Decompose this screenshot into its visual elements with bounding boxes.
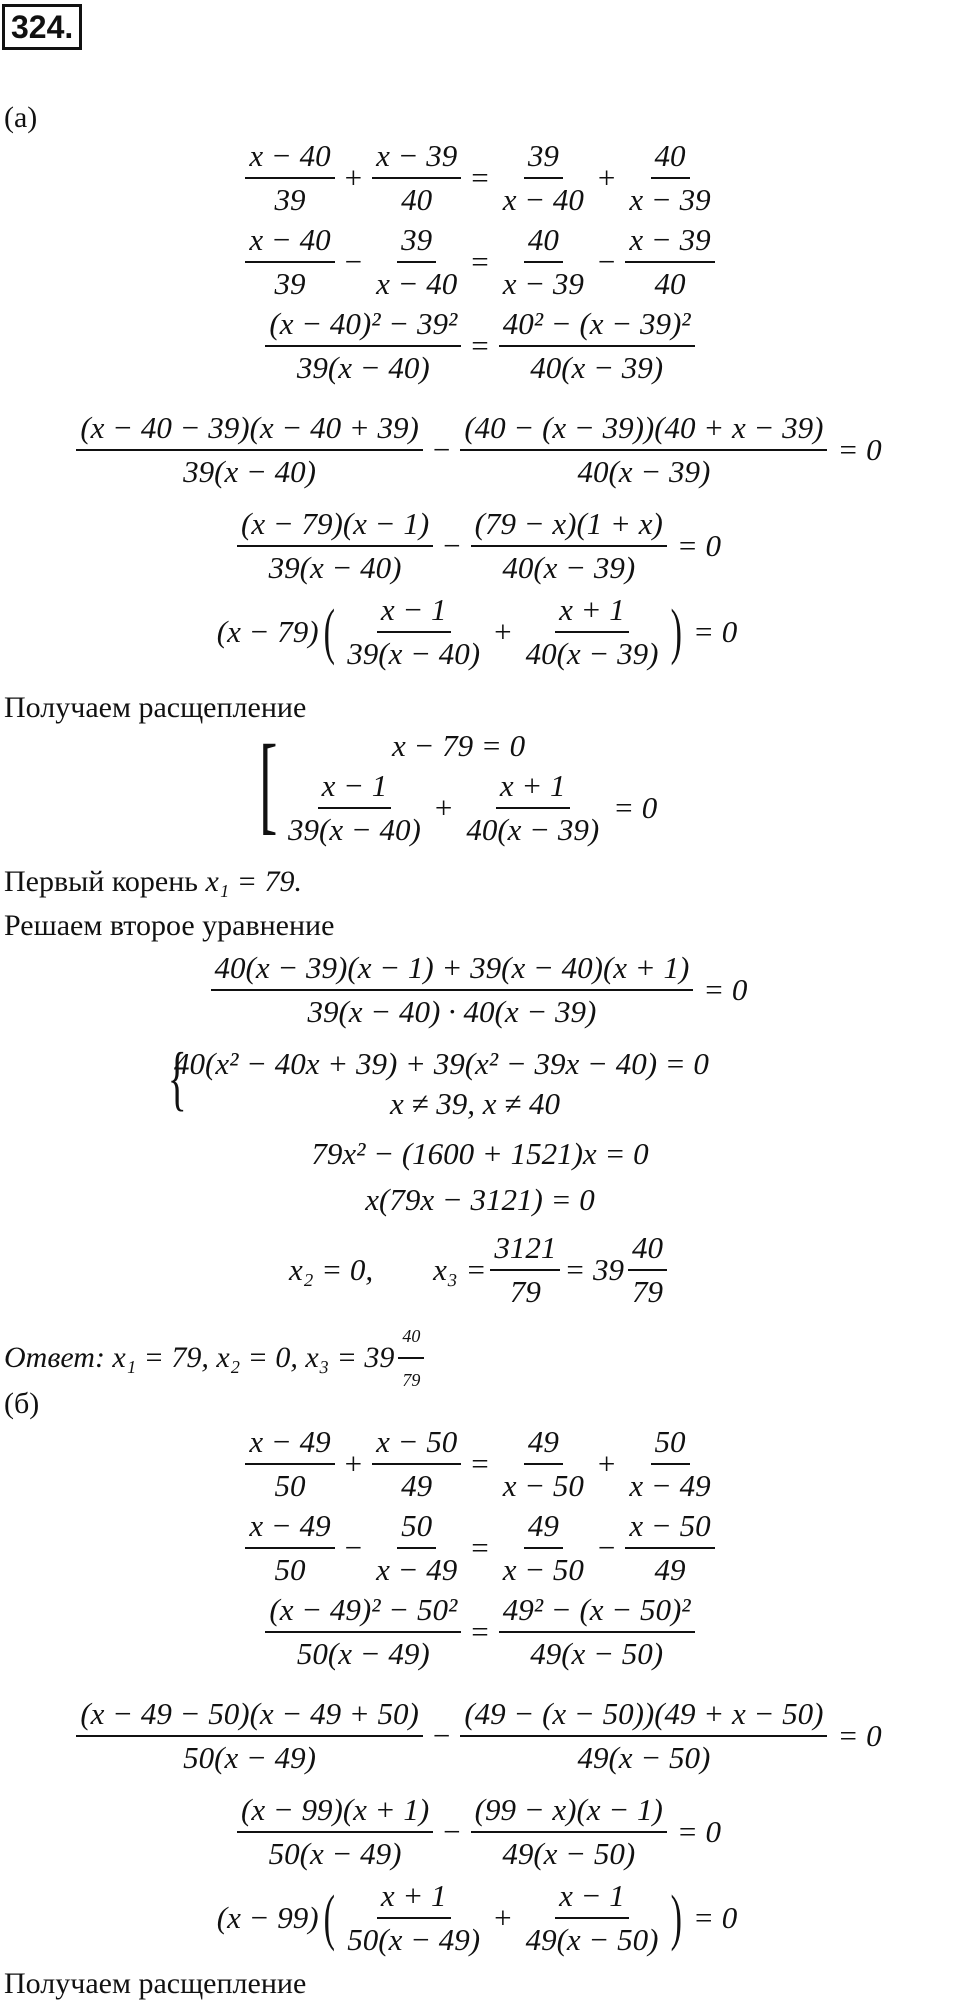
part-a-split-text: Получаем расщепление — [4, 691, 307, 724]
part-a-label: (а) — [4, 101, 38, 134]
part-a-solve-text: Решаем второе уравнение — [4, 909, 335, 942]
part-b-split-text: Получаем расщепление — [4, 1967, 307, 2000]
part-a-eq5: $\frac{(x - 79)(x - 1)}{39(x - 40)}$ − $\frac{(79 - x)(1 + x)}{40(x - 39)}$ = 0 — [0, 506, 960, 586]
part-a-eq2: $\frac{x - 40}{39}$ − $\frac{39}{x - 40}$ = $\frac{40}{x - 39}$ − $\frac{x - 39}{40}$ — [0, 222, 960, 302]
part-a-split-system: [ x − 79 = 0 $\frac{x - 1}{39(x - 40)}$ + $\frac{x + 1}{40(x - 39)}$ = 0 — [259, 722, 658, 847]
part-b-label: (б) — [4, 1387, 40, 1420]
problem-number: 324. — [2, 4, 82, 50]
part-a-eq6: (x − 79) ( $\frac{x - 1}{39(x - 40)}$ + $\frac{x + 1}{40(x - 39)}$ ) = 0 — [216, 592, 738, 671]
part-a-eq3: $\frac{\text{(x − 40)² − 39²}}{39(x - 40)}$ = $\frac{\text{40² − (x − 39)²}}{40(x - 39)}$ — [0, 306, 960, 386]
part-b-eq3: $\frac{\text{(x − 49)² − 50²}}{50(x - 49)}$ = $\frac{\text{49² − (x − 50)²}}{49(x - 50)}$ — [0, 1592, 960, 1672]
part-a-eq7: $\frac{40(x - 39)(x - 1) + 39(x - 40)(x + 1)}{39(x - 40) \cdot 40(x - 39)}$ = 0 — [0, 950, 960, 1030]
part-a-root1: Первый корень x₁ = 79. — [4, 865, 302, 898]
part-b-eq4: $\frac{(x - 49 - 50)(x - 49 + 50)}{50(x - 49)}$ − $\frac{(49 - (x - 50))(49 + x - 50)}{49(x - 50)}$ = 0 — [0, 1696, 960, 1776]
part-a-answer: Ответ : x₁ = 79, x₂ = 0, x₃ = 39 $\frac{40}{79}$ — [4, 1318, 428, 1398]
part-b-eq6: (x − 99) ( $\frac{x + 1}{50(x - 49)}$ + $\frac{x - 1}{49(x - 50)}$ ) = 0 — [216, 1878, 738, 1957]
part-a-eq8: 79x² − (1600 + 1521)x = 0 — [311, 1136, 649, 1171]
part-b-eq2: $\frac{x - 49}{50}$ − $\frac{50}{x - 49}$ = $\frac{49}{x - 50}$ − $\frac{x - 50}{49}$ — [0, 1508, 960, 1588]
part-a-eq9: x(79x − 3121) = 0 — [365, 1182, 595, 1217]
part-a-eq1: $\frac{x - 40}{39}$ + $\frac{x - 39}{40}$ = $\frac{39}{x - 40}$ + $\frac{40}{x - 39}$ — [0, 138, 960, 218]
part-a-eq10: x₂ = 0, x₃ = $\frac{3121}{79}$ = 39 $\frac{40}{79}$ — [0, 1230, 960, 1310]
part-a-system2: { 40(x² − 40x + 39) + 39(x² − 39x − 40) = 0 x ≠ 39, x ≠ 40 — [167, 1038, 709, 1121]
part-b-eq5: $\frac{(x - 99)(x + 1)}{50(x - 49)}$ − $\frac{(99 - x)(x - 1)}{49(x - 50)}$ = 0 — [0, 1792, 960, 1872]
part-b-eq1: $\frac{x - 49}{50}$ + $\frac{x - 50}{49}$ = $\frac{49}{x - 50}$ + $\frac{50}{x - 49}$ — [0, 1424, 960, 1504]
part-a-eq4: $\frac{(x - 40 - 39)(x - 40 + 39)}{39(x - 40)}$ − $\frac{(40 - (x - 39))(40 + x - 39)}{40(x - 39)}$ = 0 — [0, 410, 960, 490]
